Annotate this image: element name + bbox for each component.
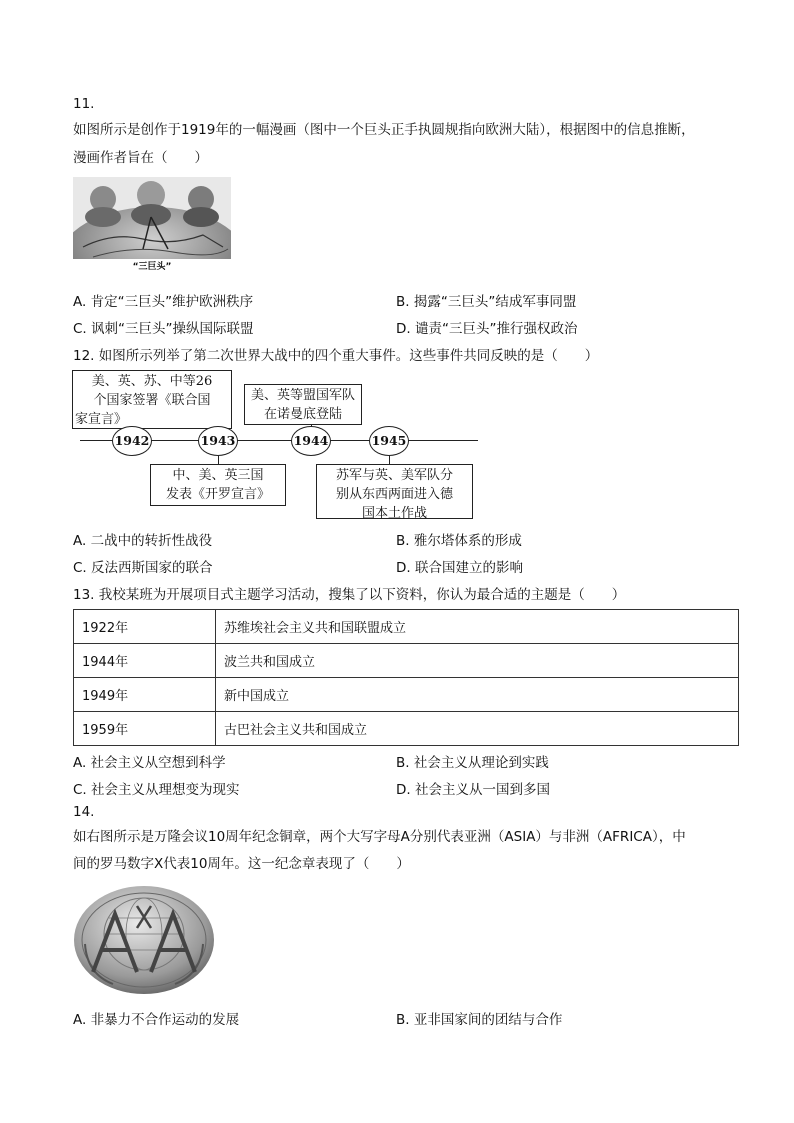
q14-option-b[interactable]: B. 亚非国家间的团结与合作 [396, 1012, 563, 1028]
q11-option-c[interactable]: C. 讽刺“三巨头”操纵国际联盟 [73, 321, 254, 337]
event-1942-line1: 美、英、苏、中等26 [91, 374, 213, 389]
table-cell-event: 古巴社会主义共和国成立 [216, 712, 739, 746]
table-row [74, 712, 739, 746]
event-box-1942 [72, 370, 232, 429]
q14-stem-line1: 如右图所示是万隆会议10周年纪念铜章，两个大写字母A分别代表亚洲（ASIA）与非洲（AFRICA），中 [73, 829, 686, 845]
q11-stem-line1: 如图所示是创作于1919年的一幅漫画（图中一个巨头正手执圆规指向欧洲大陆），根据图中的信息推断， [73, 122, 695, 138]
events-table [73, 609, 739, 746]
q12-option-d[interactable]: D. 联合国建立的影响 [396, 560, 523, 576]
table-cell-year: 1944年 [74, 644, 216, 678]
cartoon-image [73, 177, 231, 272]
event-box-1943 [150, 464, 286, 506]
year-node-1944: 1944 [291, 426, 331, 456]
q13-stem: 13. 我校某班为开展项目式主题学习活动，搜集了以下资料，你认为最合适的主题是（ ） [73, 587, 626, 603]
q13-option-b[interactable]: B. 社会主义从理论到实践 [396, 755, 549, 771]
table-row [74, 678, 739, 712]
year-node-1942: 1942 [112, 426, 152, 456]
q11-option-b[interactable]: B. 揭露“三巨头”结成军事同盟 [396, 294, 577, 310]
event-1942-line2: 个国家签署《联合国 [93, 393, 211, 408]
event-1945-line1: 苏军与英、美军队分 [335, 468, 453, 483]
table-cell-year: 1949年 [74, 678, 216, 712]
q11-number: 11. [73, 96, 95, 112]
event-1944-line2: 在诺曼底登陆 [263, 407, 342, 422]
table-cell-event: 苏维埃社会主义共和国联盟成立 [216, 610, 739, 644]
q13-option-d[interactable]: D. 社会主义从一国到多国 [396, 782, 550, 798]
q11-stem-line2: 漫画作者旨在（ ） [73, 150, 208, 166]
q13-option-a[interactable]: A. 社会主义从空想到科学 [73, 755, 226, 771]
q12-option-b[interactable]: B. 雅尔塔体系的形成 [396, 533, 522, 549]
event-box-1945 [316, 464, 473, 519]
table-cell-year: 1922年 [74, 610, 216, 644]
q12-option-c[interactable]: C. 反法西斯国家的联合 [73, 560, 213, 576]
q14-option-a[interactable]: A. 非暴力不合作运动的发展 [73, 1012, 240, 1028]
year-node-1945: 1945 [369, 426, 409, 456]
q12-option-a[interactable]: A. 二战中的转折性战役 [73, 533, 213, 549]
q11-option-a[interactable]: A. 肯定“三巨头”维护欧洲秩序 [73, 294, 254, 310]
event-1942-line3: 家宣言》 [75, 412, 128, 427]
q14-stem-line2: 间的罗马数字X代表10周年。这一纪念章表现了（ ） [73, 856, 410, 872]
table-row [74, 644, 739, 678]
event-1943-line1: 中、美、英三国 [172, 468, 264, 483]
cartoon-caption: “三巨头” [132, 262, 172, 272]
q14-number: 14. [73, 804, 95, 820]
event-1943-line2: 发表《开罗宣言》 [165, 487, 270, 502]
table-row [74, 610, 739, 644]
table-cell-year: 1959年 [74, 712, 216, 746]
event-box-1944 [244, 384, 362, 425]
q12-stem: 12. 如图所示列举了第二次世界大战中的四个重大事件。这些事件共同反映的是（ ） [73, 348, 599, 364]
event-1945-line3: 国本土作战 [361, 506, 427, 521]
year-node-1943: 1943 [198, 426, 238, 456]
q11-option-d[interactable]: D. 谴责“三巨头”推行强权政治 [396, 321, 578, 337]
q13-option-c[interactable]: C. 社会主义从理想变为现实 [73, 782, 240, 798]
event-1945-line2: 别从东西两面进入德 [335, 487, 453, 502]
table-cell-event: 波兰共和国成立 [216, 644, 739, 678]
medal-image [73, 884, 215, 996]
table-cell-event: 新中国成立 [216, 678, 739, 712]
event-1944-line1: 美、英等盟国军队 [250, 388, 355, 403]
